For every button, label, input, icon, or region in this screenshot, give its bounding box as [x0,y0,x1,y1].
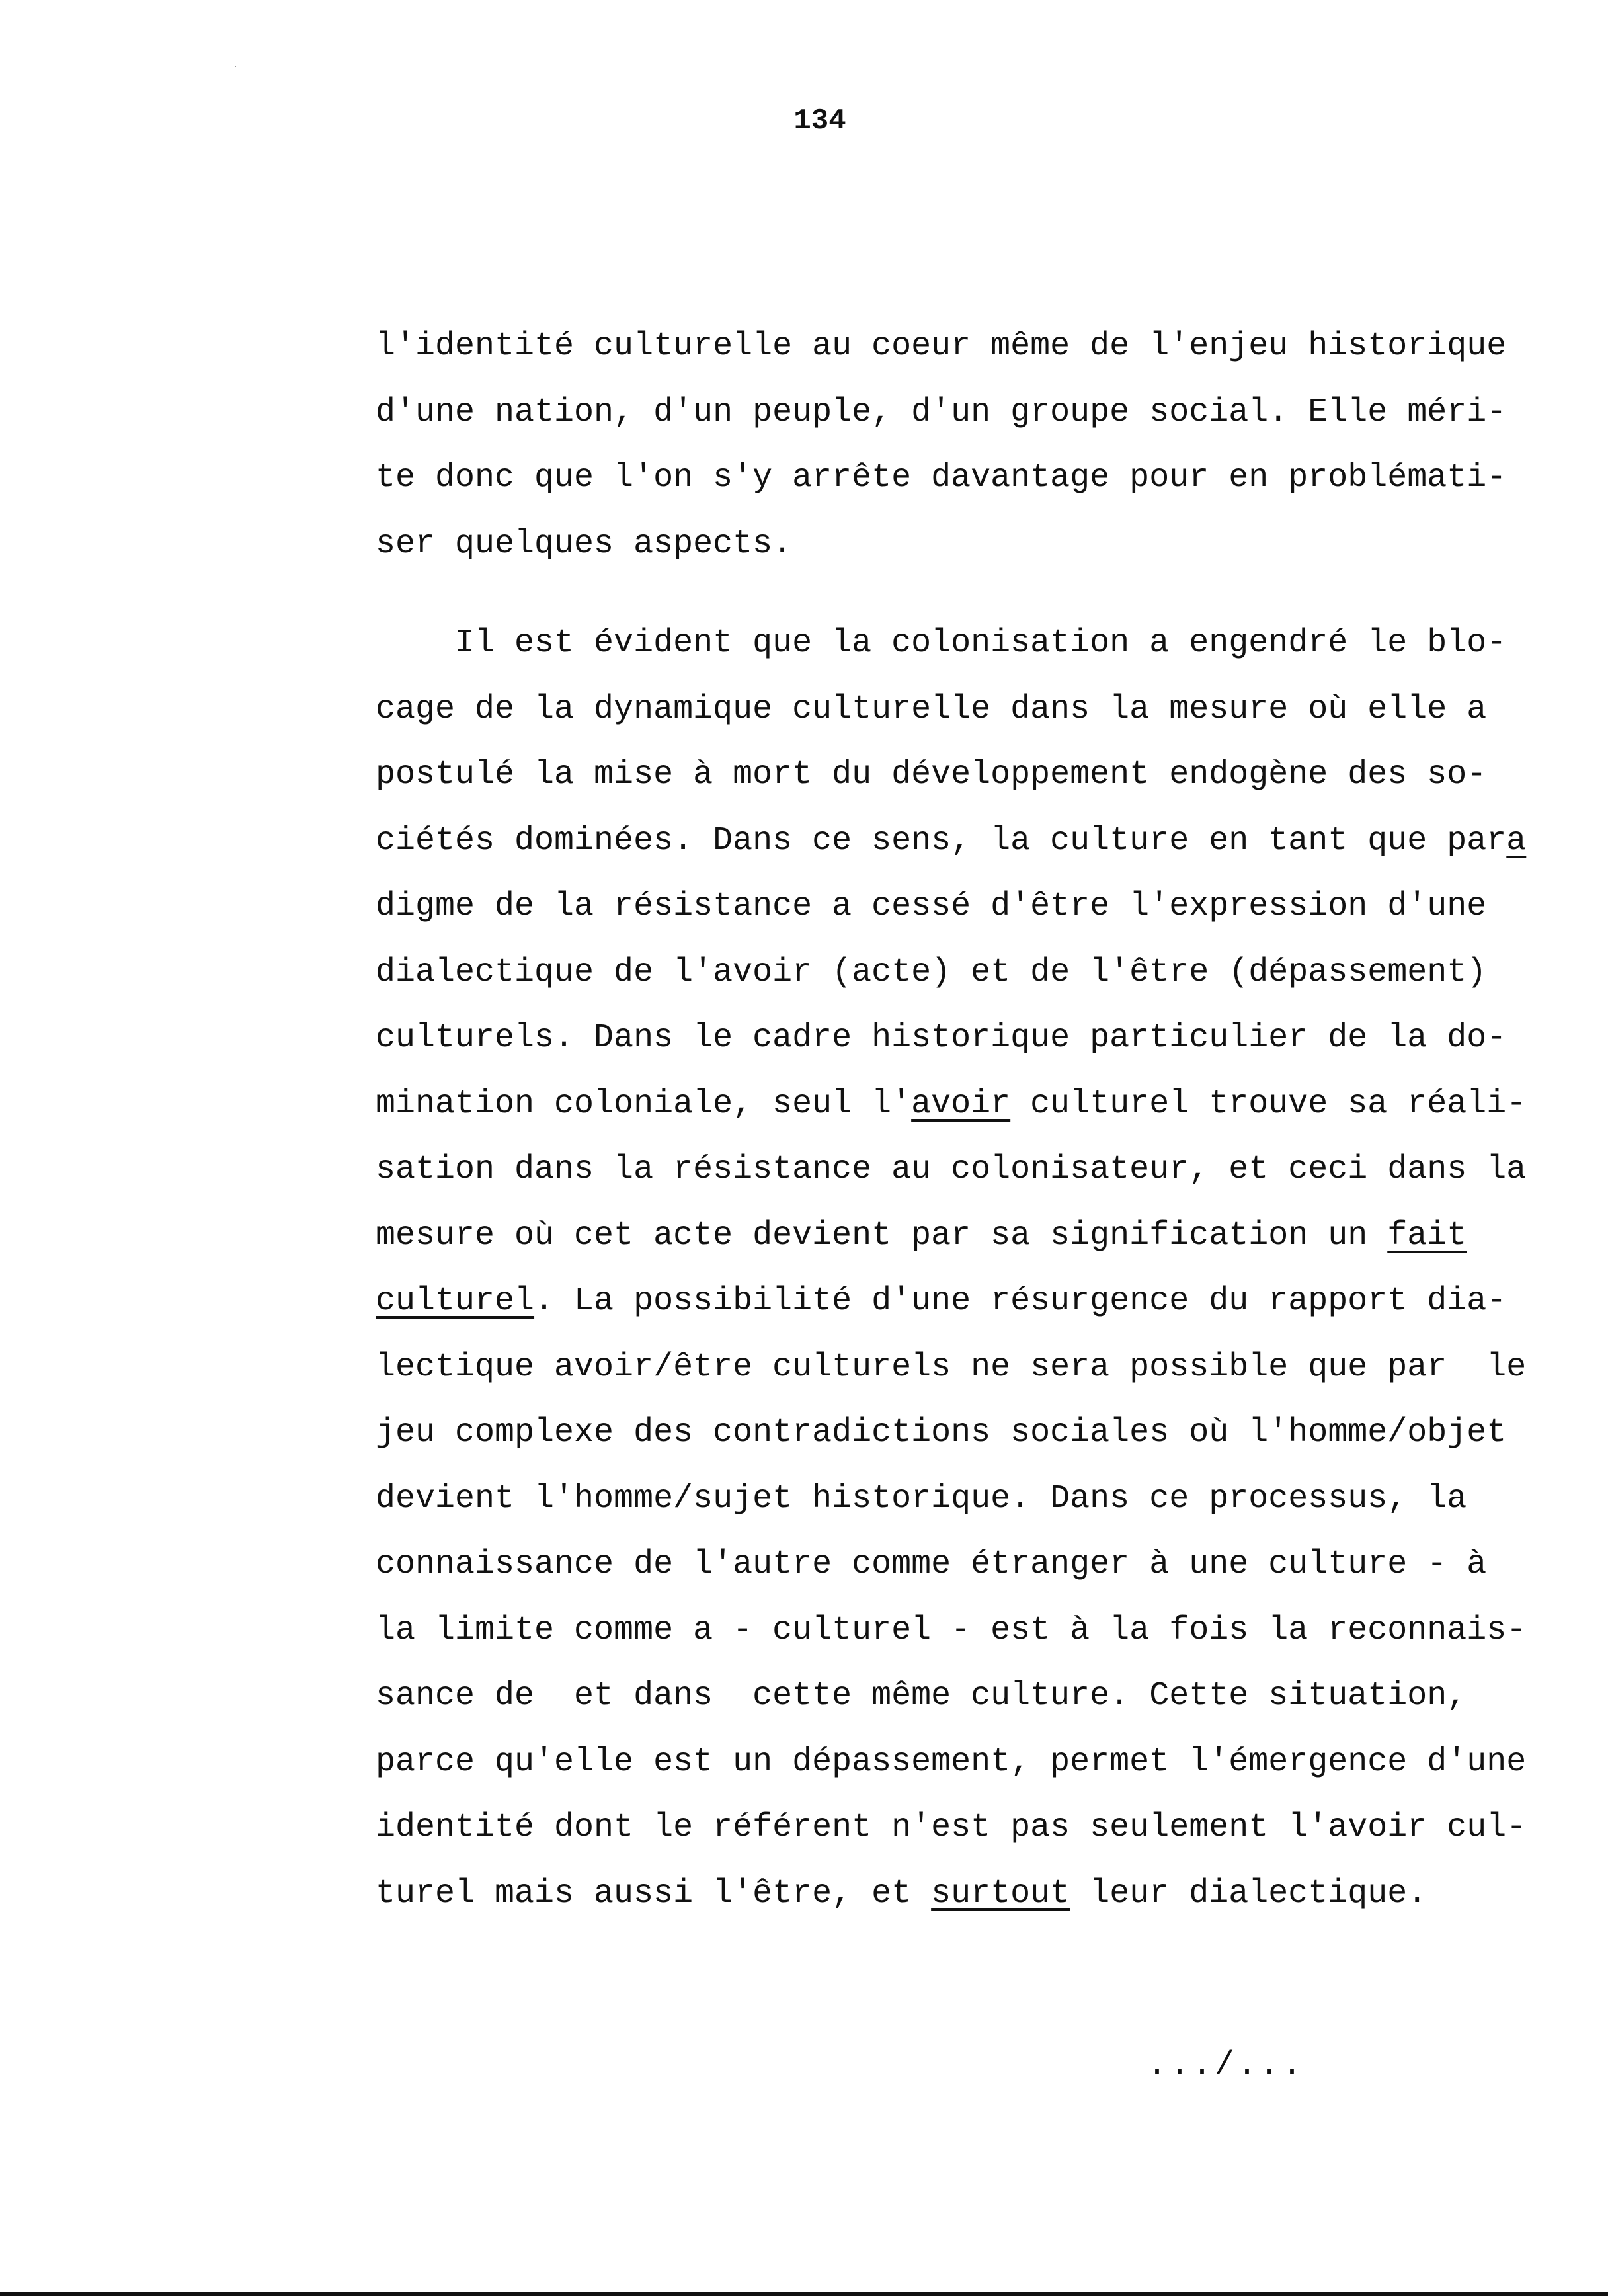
text-segment: connaissance de l'autre comme étranger à une culture - à [376,1545,1487,1583]
text-segment: te donc que l'on s'y arrête davantage pour en problémati- [376,459,1507,497]
text-line [376,1203,1526,1269]
text-segment: l'identité culturelle au coeur même de l'enjeu historique [376,327,1507,365]
underlined-text: fait [1387,1216,1467,1254]
text-line [376,676,1526,743]
text-segment: . La possibilité d'une résurgence du rapport dia- [534,1282,1507,1320]
text-segment: ciétés dominées. Dans ce sens, la culture en tant que par [376,821,1507,860]
text-segment: sance de et dans cette même culture. Cette situation, [376,1677,1467,1715]
text-segment: devient l'homme/sujet historique. Dans ce processus, la [376,1479,1467,1518]
text-line [376,511,1506,577]
text-segment: culturels. Dans le cadre historique particulier de la do- [376,1019,1507,1057]
text-line [376,313,1506,380]
text-segment: turel mais aussi l'être, et [376,1874,932,1912]
text-line [376,1005,1526,1071]
underlined-text: a [1506,821,1527,860]
text-line [376,1729,1526,1795]
text-line [376,1466,1526,1532]
underlined-text: surtout [931,1874,1070,1912]
text-line [376,445,1506,511]
text-segment: jeu complexe des contradictions sociales où l'homme/objet [376,1414,1507,1452]
text-segment: postulé la mise à mort du développement endogène des so- [376,756,1487,794]
text-segment: dialectique de l'avoir (acte) et de l'être (dépassement) [376,953,1487,991]
page-bottom-edge [0,2292,1608,2296]
text-line [376,610,1526,676]
text-line [376,1598,1526,1664]
text-line [376,940,1526,1006]
text-segment: ser quelques aspects. [376,524,793,563]
text-segment: Il est évident que la colonisation a engendré le blo- [376,624,1507,662]
text-segment: d'une nation, d'un peuple, d'un groupe social. Elle méri- [376,393,1507,431]
text-segment: parce qu'elle est un dépassement, permet l'émergence d'une [376,1742,1527,1781]
text-line [376,1795,1526,1861]
underlined-text: avoir [911,1085,1011,1123]
text-segment: cage de la dynamique culturelle dans la mesure où elle a [376,690,1487,728]
text-line [376,1071,1526,1137]
text-segment: identité dont le référent n'est pas seulement l'avoir cul- [376,1809,1527,1846]
text-line [376,1268,1526,1334]
text-line [376,1532,1526,1598]
scan-speck [235,66,236,67]
text-line [376,808,1526,874]
page-number: 134 [793,104,846,138]
underlined-text: culturel [376,1282,535,1320]
text-line [376,1137,1526,1203]
text-segment: mesure où cet acte devient par sa signification un [376,1216,1388,1254]
text-segment: mination coloniale, seul l' [376,1085,912,1123]
text-segment: leur dialectique. [1070,1874,1427,1912]
text-segment: lectique avoir/être culturels ne sera possible que par le [376,1348,1527,1386]
text-segment: culturel trouve sa réali- [1010,1085,1527,1123]
text-line [376,1861,1526,1927]
text-segment: digme de la résistance a cessé d'être l'expression d'une [376,887,1487,925]
paragraph-1 [376,313,1506,577]
continuation-mark: .../... [1147,2047,1305,2084]
text-line [376,742,1526,808]
text-line [376,1663,1526,1729]
text-line [376,380,1506,446]
text-line [376,1334,1526,1401]
text-line [376,874,1526,940]
paragraph-2 [376,610,1526,1926]
text-segment: la limite comme a - culturel - est à la fois la reconnais- [376,1611,1527,1649]
text-segment: sation dans la résistance au colonisateur, et ceci dans la [376,1151,1527,1188]
text-line [376,1400,1526,1466]
